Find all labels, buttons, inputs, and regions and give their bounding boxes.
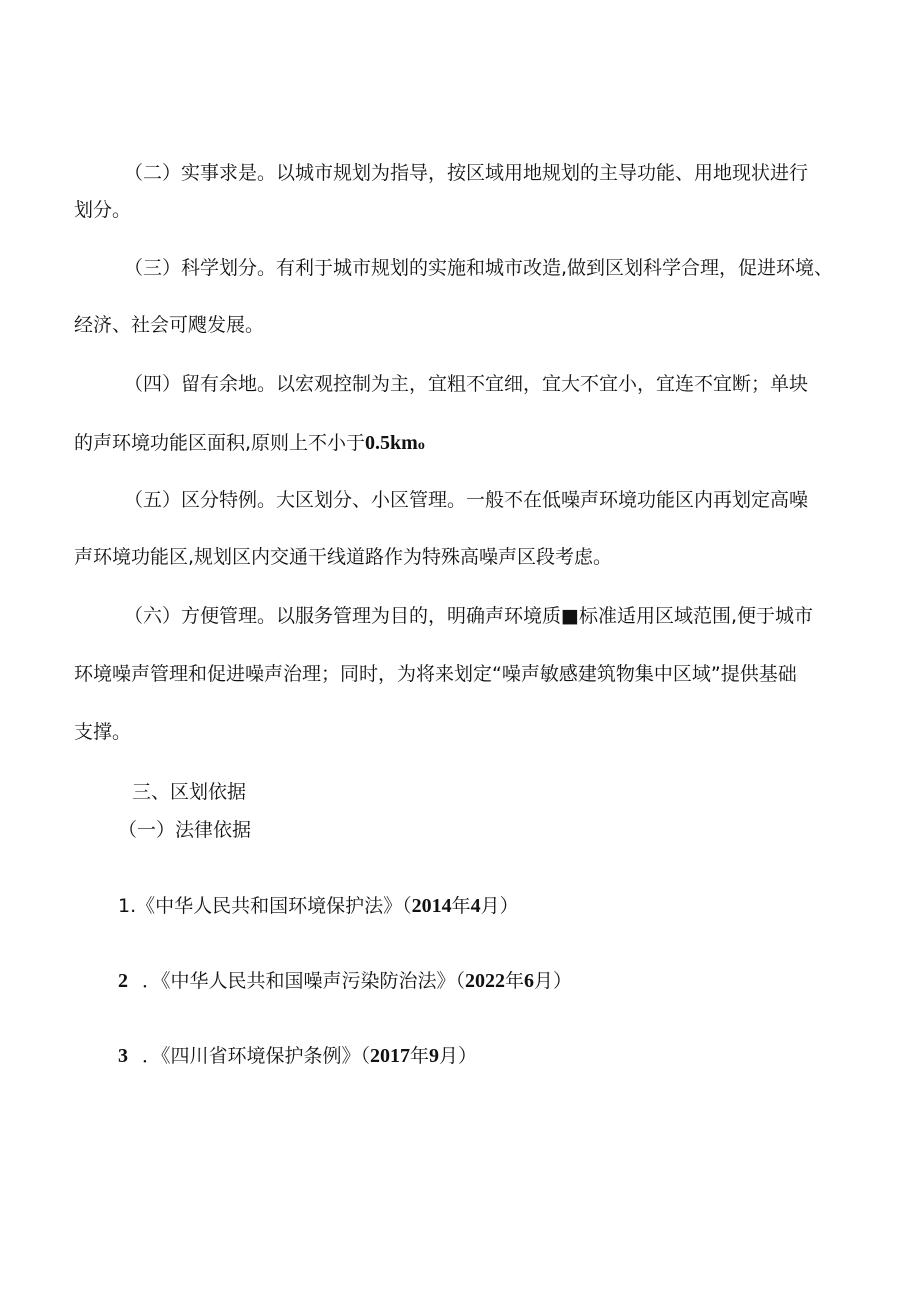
paragraph-3-line-1: （三）科学划分。有利于城市规划的实施和城市改造,做到区划科学合理，促进环境、 bbox=[124, 257, 834, 279]
law-item-month-unit: 月） bbox=[439, 1045, 478, 1067]
law-item-number: 1. bbox=[118, 895, 137, 917]
law-item-separator: ． bbox=[142, 970, 162, 992]
paragraph-3-line-2: 经济、社会可飕发展。 bbox=[74, 314, 265, 336]
area-suffix: o bbox=[417, 438, 425, 453]
law-item-month-unit: 月） bbox=[534, 970, 573, 992]
law-item-3 bbox=[118, 1046, 477, 1066]
law-item-year: 2017 bbox=[370, 1045, 411, 1067]
law-item-number: 2 bbox=[118, 970, 128, 992]
paragraph-6-line-1: （六）方便管理。以服务管理为目的，明确声环境质■标准适用区域范围,便于城市 bbox=[124, 605, 813, 627]
law-item-title: 《中华人民共和国环境保护法》（ bbox=[136, 895, 412, 917]
law-item-separator: ． bbox=[142, 1045, 162, 1067]
law-item-year: 2014 bbox=[411, 895, 452, 917]
law-item-month: 4 bbox=[470, 895, 481, 917]
section-heading: 三、区划依据 bbox=[132, 781, 247, 803]
paragraph-5-line-2: 声环境功能区,规划区内交通干线道路作为特殊高噪声区段考虑。 bbox=[74, 546, 613, 568]
law-item-month-unit: 月） bbox=[480, 895, 519, 917]
paragraph-6-line-3: 支撑。 bbox=[74, 721, 132, 743]
law-item-1 bbox=[118, 896, 519, 916]
law-item-title: 《中华人民共和国噪声污染防治法》（ bbox=[161, 970, 466, 992]
paragraph-2-line-1: （二）实事求是。以城市规划为指导，按区域用地规划的主导功能、用地现状进行 bbox=[124, 162, 809, 184]
law-item-month: 6 bbox=[524, 970, 535, 992]
area-value: 0.5km bbox=[365, 432, 418, 454]
paragraph-4-line-1: （四）留有余地。以宏观控制为主，宜粗不宜细，宜大不宜小，宜连不宜断；单块 bbox=[124, 373, 809, 395]
paragraph-4-line-2 bbox=[74, 433, 425, 453]
paragraph-5-line-1: （五）区分特例。大区划分、小区管理。一般不在低噪声环境功能区内再划定高噪 bbox=[124, 489, 809, 511]
paragraph-6-line-2: 环境噪声管理和促进噪声治理；同时，为将来划定“噪声敏感建筑物集中区域”提供基础 bbox=[74, 663, 797, 685]
paragraph-4-line-2-text: 的声环境功能区面积,原则上不小于 bbox=[74, 432, 366, 454]
law-item-year-unit: 年 bbox=[410, 1045, 430, 1067]
subsection-heading: （一）法律依据 bbox=[118, 819, 252, 841]
law-item-title: 《四川省环境保护条例》（ bbox=[161, 1045, 371, 1067]
law-item-month: 9 bbox=[429, 1045, 440, 1067]
law-item-number: 3 bbox=[118, 1045, 128, 1067]
law-item-year-unit: 年 bbox=[451, 895, 471, 917]
law-item-year-unit: 年 bbox=[505, 970, 525, 992]
law-item-2 bbox=[118, 971, 572, 991]
law-item-year: 2022 bbox=[465, 970, 506, 992]
paragraph-2-line-2: 划分。 bbox=[74, 199, 132, 221]
